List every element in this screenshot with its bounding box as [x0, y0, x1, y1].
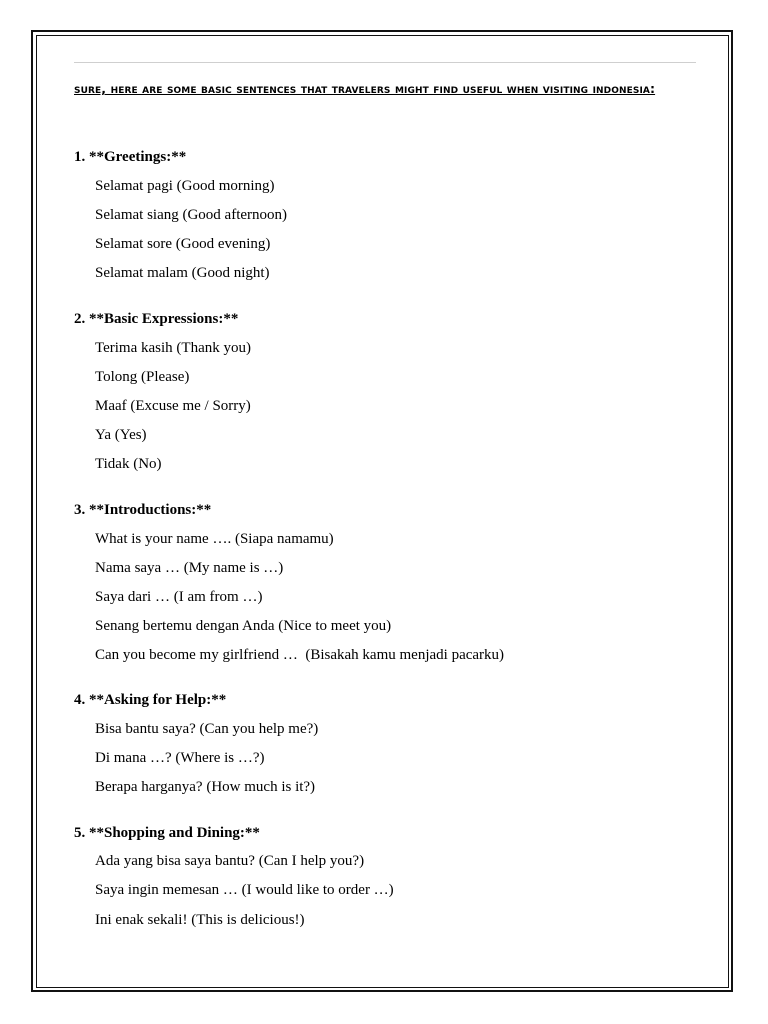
phrase-item: Saya ingin memesan … (I would like to order …) — [95, 882, 394, 898]
section-title-shopping-and-dining: 5. **Shopping and Dining:** — [74, 825, 260, 841]
phrase-item: Tolong (Please) — [95, 369, 190, 385]
phrase-item: What is your name …. (Siapa namamu) — [95, 531, 334, 547]
phrase-item: Ada yang bisa saya bantu? (Can I help you?) — [95, 853, 365, 869]
section-title-greetings: 1. **Greetings:** — [74, 149, 187, 165]
phrase-item: Saya dari … (I am from …) — [95, 589, 263, 605]
section-title-introductions: 3. **Introductions:** — [74, 502, 212, 518]
phrase-item: Di mana …? (Where is …?) — [95, 750, 265, 766]
phrase-item: Ini enak sekali! (This is delicious!) — [95, 912, 305, 928]
section-title-asking-for-help: 4. **Asking for Help:** — [74, 692, 227, 708]
phrase-item: Senang bertemu dengan Anda (Nice to meet you) — [95, 618, 392, 634]
section-title-basic-expressions: 2. **Basic Expressions:** — [74, 311, 239, 327]
phrase-item: Selamat malam (Good night) — [95, 265, 270, 281]
phrase-item: Can you become my girlfriend … (Bisakah kamu menjadi pacarku) — [95, 647, 505, 663]
phrase-item: Selamat pagi (Good morning) — [95, 178, 275, 194]
phrase-item: Selamat siang (Good afternoon) — [95, 207, 288, 223]
phrase-item: Nama saya … (My name is …) — [95, 560, 284, 576]
phrase-item: Selamat sore (Good evening) — [95, 236, 271, 252]
phrase-item: Ya (Yes) — [95, 427, 147, 443]
phrase-item: Tidak (No) — [95, 456, 162, 472]
phrase-item: Maaf (Excuse me / Sorry) — [95, 398, 251, 414]
phrase-item: Berapa harganya? (How much is it?) — [95, 779, 316, 795]
header-rule — [74, 62, 696, 63]
phrase-item: Bisa bantu saya? (Can you help me?) — [95, 721, 319, 737]
phrase-item: Terima kasih (Thank you) — [95, 340, 251, 356]
document-heading: sure, here are some basic sentences that travelers might find useful when visiting indonesia: — [74, 81, 656, 96]
